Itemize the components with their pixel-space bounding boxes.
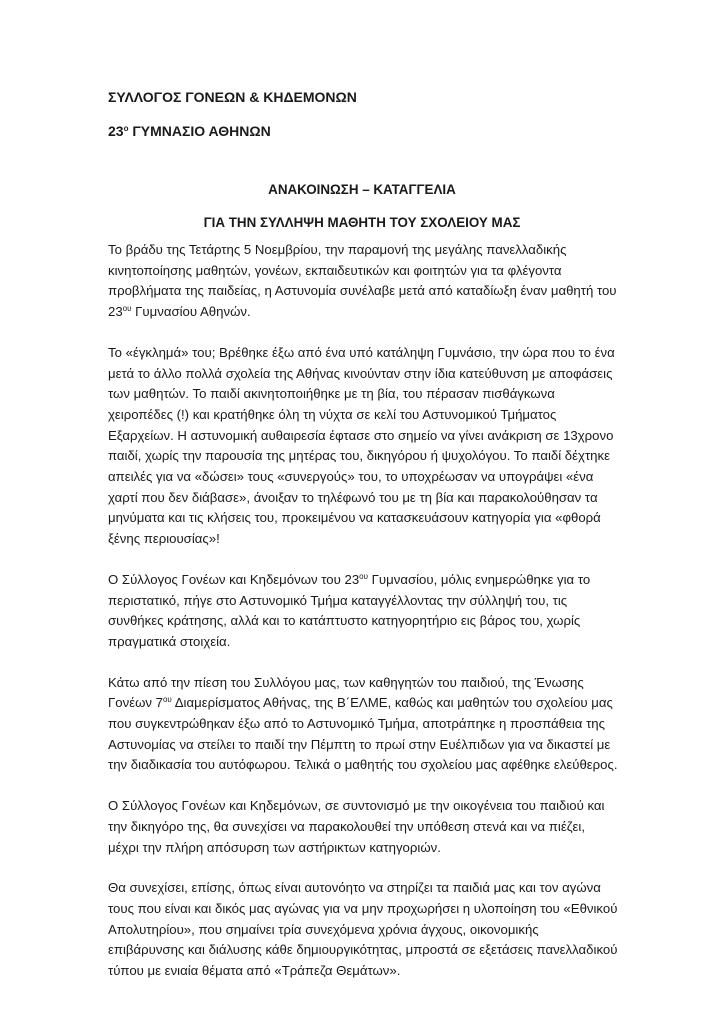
paragraph-3 <box>108 570 618 653</box>
school-ordinal-suffix: ο <box>123 124 129 133</box>
document-titles <box>108 180 616 233</box>
paragraph-6: Θα συνεχίσει, επίσης, όπως είναι αυτονόητο να στηρίζει τα παιδιά μας και τον αγώνα τους που είναι και δικός μας αγώνας για να μην προχωρήσει η υλοποίηση του «Εθνικού Απολυτηρίου», που σημαίνει τρία συνεχόμενα χρόνια άγχους, οικονομικής επιβάρυνσης και διάλυσης κάθε δημιουργικότητας, μπροστά σε εξετάσεις πανελλαδικού τύπου με ενιαία θέματα από «Τράπεζα Θεμάτων». <box>108 880 618 979</box>
paragraph-4-superscript: ου <box>162 695 172 705</box>
school-name <box>108 120 357 142</box>
paragraph-1-text-a: Το βράδυ της Τετάρτης 5 Νοεμβρίου, την παραμονή της μεγάλης πανελλαδικής κινητοποίησης μαθητών, γονέων, εκπαιδευτικών και φοιτητών για τα φλέγοντα προβλήματα της παιδείας, η Αστυνομία συνέλαβε μετά από καταδίωξη έναν μαθητή του 23 <box>108 242 617 320</box>
document-body <box>108 240 618 1002</box>
association-name-text: ΣΥΛΛΟΓΟΣ ΓΟΝΕΩΝ & ΚΗΔΕΜΟΝΩΝ <box>108 89 357 105</box>
paragraph-3-superscript: ου <box>359 571 368 581</box>
document-subtitle: ΓΙΑ ΤΗΝ ΣΥΛΛΗΨΗ ΜΑΘΗΤΗ ΤΟΥ ΣΧΟΛΕΙΟΥ ΜΑΣ <box>203 215 521 230</box>
paragraph-4 <box>108 673 618 777</box>
paragraph-1 <box>108 240 618 323</box>
paragraph-1-superscript: ου <box>122 304 132 314</box>
paragraph-1-text-b: Γυμνασίου Αθηνών. <box>131 304 251 320</box>
paragraph-3-text-b: Γυμνασίου, μόλις ενημερώθηκε για το περιστατικό, πήγε στο Αστυνομικό Τμήμα καταγγέλλοντας την σύλληψή του, τις συνθήκες κράτησης, αλλά και το κατάπτυστο κατηγορητήριο εις βάρος του, χωρίς πραγματικά στοιχεία. <box>108 571 591 649</box>
paragraph-2: Το «έγκλημά» του; Βρέθηκε έξω από ένα υπό κατάληψη Γυμνάσιο, την ώρα που το ένα μετά το άλλο πολλά σχολεία της Αθήνας κινούνταν στην ίδια κατεύθυνση με αποφάσεις των μαθητών. Το παιδί ακινητοποιήθηκε με τη βία, του πέρασαν πισθάγκωνα χειροπέδες (!) και κρατήθηκε όλη τη νύχτα σε κελί του Αστυνομικού Τμήματος Εξαρχείων. Η αστυνομική αυθαιρεσία έφτασε στο σημείο να γίνει ανάκριση σε 13χρονο παιδί, χωρίς την παρουσία της μητέρας του, δικηγόρου ή ψυχολόγου. Το παιδί δέχτηκε απειλές για να «δώσει» τους «συνεργούς» του, το υποχρέωσαν να υπογράψει «ένα χαρτί που δεν διάβασε», άνοιξαν το τηλέφωνό του με τη βία και παρακολούθησαν τα μηνύματα και τις κλήσεις του, προκειμένου να κατασκευάσουν κατηγορία για «φθορά ξένης περιουσίας»! <box>108 344 615 547</box>
letterhead <box>108 86 357 142</box>
school-name-text: ΓΥΜΝΑΣΙΟ ΑΘΗΝΩΝ <box>128 123 271 139</box>
school-number: 23 <box>108 123 124 139</box>
paragraph-4-text-a: Κάτω από την πίεση του Συλλόγου μας, των καθηγητών του παιδιού, της Ένωσης Γονέων 7 <box>108 674 584 711</box>
paragraph-3-text-a: Ο Σύλλογος Γονέων και Κηδεμόνων του 23 <box>108 571 360 587</box>
paragraph-4-text-b: Διαμερίσματος Αθήνας, της Β΄ΕΛΜΕ, καθώς και μαθητών του σχολείου μας που συγκεντρώθηκαν έξω από το Αστυνομικό Τμήμα, αποτράπηκε η προσπάθεια της Αστυνομίας να στείλει το παιδί την Πέμπτη το πρωί στην Ευέλπιδων για να δικαστεί με την διαδικασία του αυτόφωρου. Τελικά ο μαθητής του σχολείου μας αφέθηκε ελεύθερος. <box>108 695 618 773</box>
document-title: ΑΝΑΚΟΙΝΩΣΗ – ΚΑΤΑΓΓΕΛΙΑ <box>268 182 456 197</box>
association-name <box>108 86 357 108</box>
paragraph-5: Ο Σύλλογος Γονέων και Κηδεμόνων, σε συντονισμό με την οικογένεια του παιδιού και την δικηγόρο της, θα συνεχίσει να παρακολουθεί την υπόθεση στενά και να πιέζει, μέχρι την πλήρη απόσυρση των αστήρικτων κατηγοριών. <box>108 798 605 855</box>
